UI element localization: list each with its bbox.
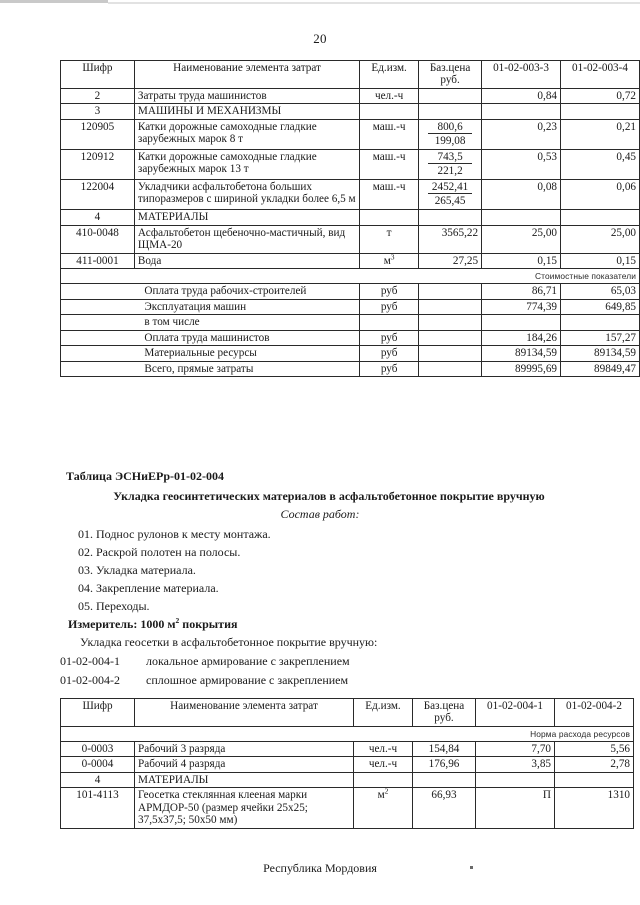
cell-code: 120905 [61,119,135,149]
header-base-price [419,61,482,89]
table-two-container [60,698,634,829]
cell-unit [360,104,419,120]
cell-name: Затраты труда машинистов [134,88,359,104]
cell-value-col2: 0,06 [561,179,640,209]
header-col-01-02-003-3: 01-02-003-3 [482,61,561,89]
table-row [61,210,640,226]
table-row-summary [61,315,640,331]
cell-name: Укладчики асфальтобетона больших типоразмеров с шириной укладки более 6,5 м [134,179,359,209]
cell-name: Рабочий 4 разряда [135,757,354,773]
cell-name: МАШИНЫ И МЕХАНИЗМЫ [134,104,359,120]
table-row [61,88,640,104]
cell-unit [360,210,419,226]
cell-value-col1 [476,772,555,788]
cell-code: 411-0001 [61,253,135,269]
variant-text: сплошное армирование с закреплением [146,673,349,687]
cell-unit: руб [360,346,419,362]
page-number: 20 [313,31,327,46]
cell-code [61,299,135,315]
cell-name: Рабочий 3 разряда [135,741,354,757]
scan-artifact-left [0,0,108,3]
header-name: Наименование элемента затрат [135,699,354,727]
rate-table-01-02-004 [60,698,634,829]
table-row [61,119,640,149]
table-row-banner [61,726,634,741]
cell-value-col1 [482,104,561,120]
table-row-summary [61,284,640,300]
table-row [61,757,634,773]
cell-unit: чел.-ч [354,741,413,757]
header-name: Наименование элемента затрат [134,61,359,89]
cell-unit: руб [360,299,419,315]
banner-resource-norm: Норма расхода ресурсов [61,726,634,741]
cell-base-price: 743,5 221,2 [419,149,482,179]
table-row [61,61,640,89]
cell-value-col2: 89134,59 [561,346,640,362]
operation-item: 02. Раскрой полотен на полосы. [78,545,241,559]
cell-base-price [419,88,482,104]
cell-base-price [419,330,482,346]
operation-item: 05. Переходы. [78,599,150,613]
cell-value-col1: 184,26 [482,330,561,346]
header-unit: Ед.изм. [360,61,419,89]
cell-code [61,315,135,331]
cell-base-price: 27,25 [419,253,482,269]
cell-unit: руб [360,284,419,300]
header-code: Шифр [61,699,135,727]
section-table-label: Таблица ЭСНиЕРр-01-02-004 [66,469,225,483]
cell-value-col2 [555,772,634,788]
meter-line [68,618,580,630]
cell-base-price [419,346,482,362]
table-row [61,699,634,727]
operations-list [60,528,580,612]
table-row-banner [61,269,640,284]
cell-value-col1: 89134,59 [482,346,561,362]
cell-code: 0-0004 [61,757,135,773]
table-row-summary [61,299,640,315]
cell-unit [360,315,419,331]
cell-base-price [419,284,482,300]
cell-code: 4 [61,210,135,226]
cell-name: Катки дорожные самоходные гладкие зарубежных марок 13 т [134,149,359,179]
cell-value-col2 [561,104,640,120]
variant-text: локальное армирование с закреплением [146,654,350,668]
table-row [61,788,634,829]
cell-value-col2 [561,315,640,331]
cell-name: Вода [134,253,359,269]
cell-code [61,330,135,346]
cell-value-col1: 3,85 [476,757,555,773]
cell-base-price [419,104,482,120]
header-col-01-02-004-2: 01-02-004-2 [555,699,634,727]
cell-code [61,361,135,377]
header-code: Шифр [61,61,135,89]
cell-name: Геосетка стеклянная клееная марки АРМДОР-50 (размер ячейки 25х25; 37,5х37,5; 50х50 мм) [135,788,354,829]
header-base-price-line1: Баз.цена [429,62,471,74]
cell-code: 120912 [61,149,135,179]
cell-unit: т [360,225,419,253]
cell-value-col2: 65,03 [561,284,640,300]
cell-value-col1: 7,70 [476,741,555,757]
cell-summary-name: Всего, прямые затраты [134,361,359,377]
cell-unit: чел.-ч [360,88,419,104]
cell-name: Катки дорожные самоходные гладкие зарубежных марок 8 т [134,119,359,149]
cell-value-col2: 25,00 [561,225,640,253]
cell-base-price: 66,93 [413,788,476,829]
cell-summary-name: Оплата труда машинистов [134,330,359,346]
cell-code: 4 [61,772,135,788]
table-row [61,772,634,788]
cell-code [61,346,135,362]
cell-value-col2: 157,27 [561,330,640,346]
cell-value-col2: 649,85 [561,299,640,315]
cell-value-col2: 5,56 [555,741,634,757]
cell-value-col1: 0,15 [482,253,561,269]
cell-value-col2: 0,15 [561,253,640,269]
header-base-price-line2: руб. [434,712,454,725]
cell-code: 122004 [61,179,135,209]
cell-value-col1: 89995,69 [482,361,561,377]
cell-value-col1: 0,53 [482,149,561,179]
cell-unit: руб [360,361,419,377]
variant-item [60,674,580,686]
cell-base-price [419,210,482,226]
cell-summary-name: Эксплуатация машин [134,299,359,315]
lead-line: Укладка геосетки в асфальтобетонное покрытие вручную: [80,635,378,649]
table-one-header [61,61,640,89]
cell-value-col1: 25,00 [482,225,561,253]
cell-value-col1: П [476,788,555,829]
cell-base-price: 2452,41 265,45 [419,179,482,209]
cell-unit: руб [360,330,419,346]
table-row [61,179,640,209]
table-row [61,225,640,253]
table-two-body [61,726,634,828]
cell-value-col1: 0,08 [482,179,561,209]
table-row-summary [61,330,640,346]
cell-value-col1: 0,23 [482,119,561,149]
rate-table-01-02-003 [60,60,640,377]
cell-base-price: 154,84 [413,741,476,757]
cell-unit: маш.-ч [360,119,419,149]
table-row [61,741,634,757]
cell-unit: маш.-ч [360,149,419,179]
cell-code: 3 [61,104,135,120]
table-row-summary [61,361,640,377]
composition-label: Состав работ: [280,507,360,521]
cell-value-col2: 2,78 [555,757,634,773]
cell-unit: чел.-ч [354,757,413,773]
cell-code: 0-0003 [61,741,135,757]
cell-name: МАТЕРИАЛЫ [135,772,354,788]
cell-code: 410-0048 [61,225,135,253]
cell-base-price: 176,96 [413,757,476,773]
cell-unit: маш.-ч [360,179,419,209]
meter-prefix: Измеритель: 1000 м [68,617,176,631]
cell-base-price [419,315,482,331]
header-base-price-line1: Баз.цена [423,700,465,712]
cell-value-col1: 86,71 [482,284,561,300]
section-text-block [60,470,580,693]
page-footer: Республика Мордовия [263,861,377,875]
table-two-header [61,699,634,727]
cell-unit: $м^3$ [360,253,419,269]
cell-name: МАТЕРИАЛЫ [134,210,359,226]
header-base-price-line2: руб. [440,74,460,87]
cell-value-col2: 1310 [555,788,634,829]
operation-item: 01. Поднос рулонов к месту монтажа. [78,527,271,541]
cell-summary-name: в том числе [134,315,359,331]
cell-base-price: 3565,22 [419,225,482,253]
table-row-summary [61,346,640,362]
cell-code: 2 [61,88,135,104]
banner-cost-indicators: Стоимостные показатели [61,269,640,284]
cell-unit: $м^2$ [354,788,413,829]
cell-value-col1 [482,210,561,226]
cell-code [61,284,135,300]
header-base-price [413,699,476,727]
table-one-body [61,88,640,377]
cell-base-price [419,299,482,315]
variant-code: 01-02-004-2 [60,673,120,687]
cell-summary-name: Оплата труда рабочих-строителей [134,284,359,300]
meter-superscript: 2 [175,616,180,625]
operation-item: 04. Закрепление материала. [78,581,219,595]
scan-artifact-right [108,2,640,4]
meter-suffix: покрытия [179,617,238,631]
header-unit: Ед.изм. [354,699,413,727]
cell-base-price [419,361,482,377]
table-row [61,253,640,269]
cell-value-col2: 0,21 [561,119,640,149]
section-work-title: Укладка геосинтетических материалов в асфальтобетонное покрытие вручную [113,489,545,503]
table-row [61,104,640,120]
cell-value-col2: 89849,47 [561,361,640,377]
variant-item [60,655,580,667]
table-row [61,149,640,179]
table-one-container [60,60,640,377]
cell-value-col2: 0,45 [561,149,640,179]
header-col-01-02-004-1: 01-02-004-1 [476,699,555,727]
cell-base-price [413,772,476,788]
cell-name: Асфальтобетон щебеночно-мастичный, вид ЩМА-20 [134,225,359,253]
footer-mark [470,866,473,869]
operation-item: 03. Укладка материала. [78,563,196,577]
cell-value-col2: 0,72 [561,88,640,104]
cell-summary-name: Материальные ресурсы [134,346,359,362]
cell-unit [354,772,413,788]
cell-value-col1: 774,39 [482,299,561,315]
cell-code: 101-4113 [61,788,135,829]
header-col-01-02-003-4: 01-02-003-4 [561,61,640,89]
cell-value-col1: 0,84 [482,88,561,104]
cell-base-price: 800,6 199,08 [419,119,482,149]
cell-value-col2 [561,210,640,226]
variant-code: 01-02-004-1 [60,654,120,668]
cell-value-col1 [482,315,561,331]
variants-list [60,655,580,686]
